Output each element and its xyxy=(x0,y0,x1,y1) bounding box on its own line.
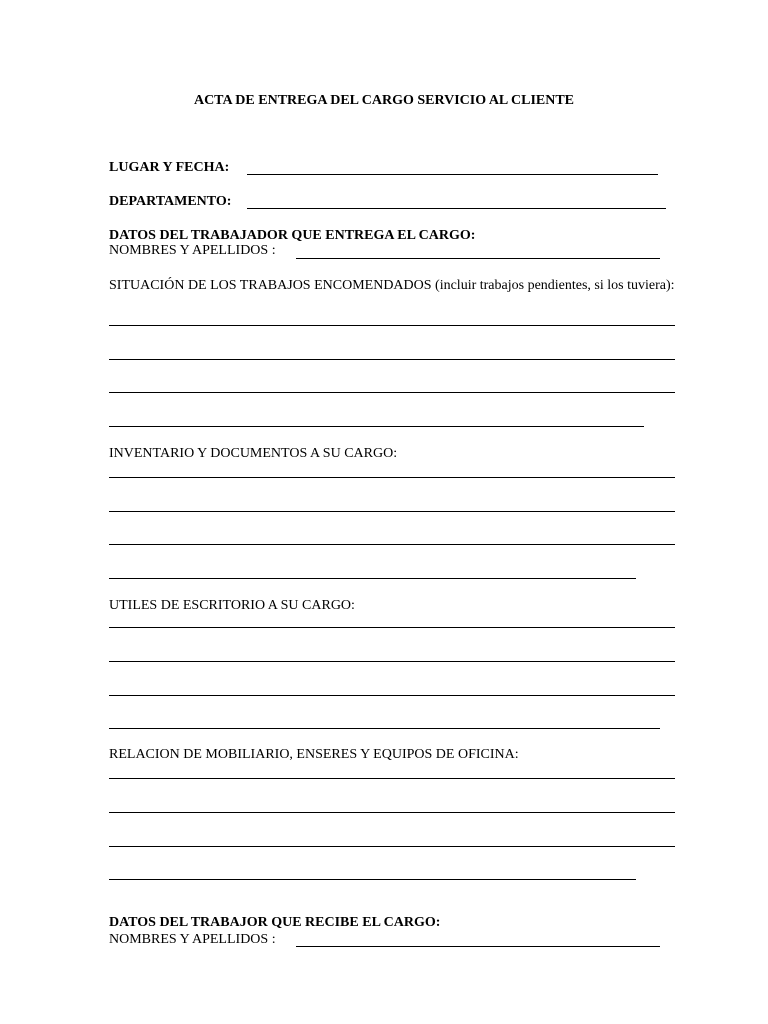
utiles-line-4 xyxy=(109,728,660,729)
mobiliario-label: RELACION DE MOBILIARIO, ENSERES Y EQUIPOS DE OFICINA: xyxy=(109,747,519,762)
recibe-nombres-line xyxy=(296,946,660,947)
document-title: ACTA DE ENTREGA DEL CARGO SERVICIO AL CLIENTE xyxy=(193,93,575,108)
inventario-line-2 xyxy=(109,511,675,512)
mobiliario-line-2 xyxy=(109,812,675,813)
recibe-nombres-label: NOMBRES Y APELLIDOS : xyxy=(109,932,276,947)
utiles-line-2 xyxy=(109,661,675,662)
inventario-label: INVENTARIO Y DOCUMENTOS A SU CARGO: xyxy=(109,446,398,461)
entrega-nombres-line xyxy=(296,258,660,259)
recibe-heading: DATOS DEL TRABAJOR QUE RECIBE EL CARGO: xyxy=(109,915,441,930)
situacion-label: SITUACIÓN DE LOS TRABAJOS ENCOMENDADOS (incluir trabajos pendientes, si los tuviera): xyxy=(109,278,675,293)
mobiliario-line-3 xyxy=(109,846,675,847)
departamento-label: DEPARTAMENTO: xyxy=(109,194,232,209)
inventario-line-3 xyxy=(109,544,675,545)
utiles-label: UTILES DE ESCRITORIO A SU CARGO: xyxy=(109,598,355,613)
inventario-line-4 xyxy=(109,578,636,579)
departamento-line xyxy=(247,208,666,209)
lugar-fecha-label: LUGAR Y FECHA: xyxy=(109,160,230,175)
mobiliario-line-1 xyxy=(109,778,675,779)
lugar-fecha-line xyxy=(247,174,658,175)
inventario-line-1 xyxy=(109,477,675,478)
situacion-line-1 xyxy=(109,325,675,326)
situacion-line-4 xyxy=(109,426,644,427)
entrega-nombres-label: NOMBRES Y APELLIDOS : xyxy=(109,243,276,258)
mobiliario-line-4 xyxy=(109,879,636,880)
utiles-line-3 xyxy=(109,695,675,696)
situacion-line-3 xyxy=(109,392,675,393)
entrega-heading: DATOS DEL TRABAJADOR QUE ENTREGA EL CARGO: xyxy=(109,228,476,243)
situacion-line-2 xyxy=(109,359,675,360)
utiles-line-1 xyxy=(109,627,675,628)
